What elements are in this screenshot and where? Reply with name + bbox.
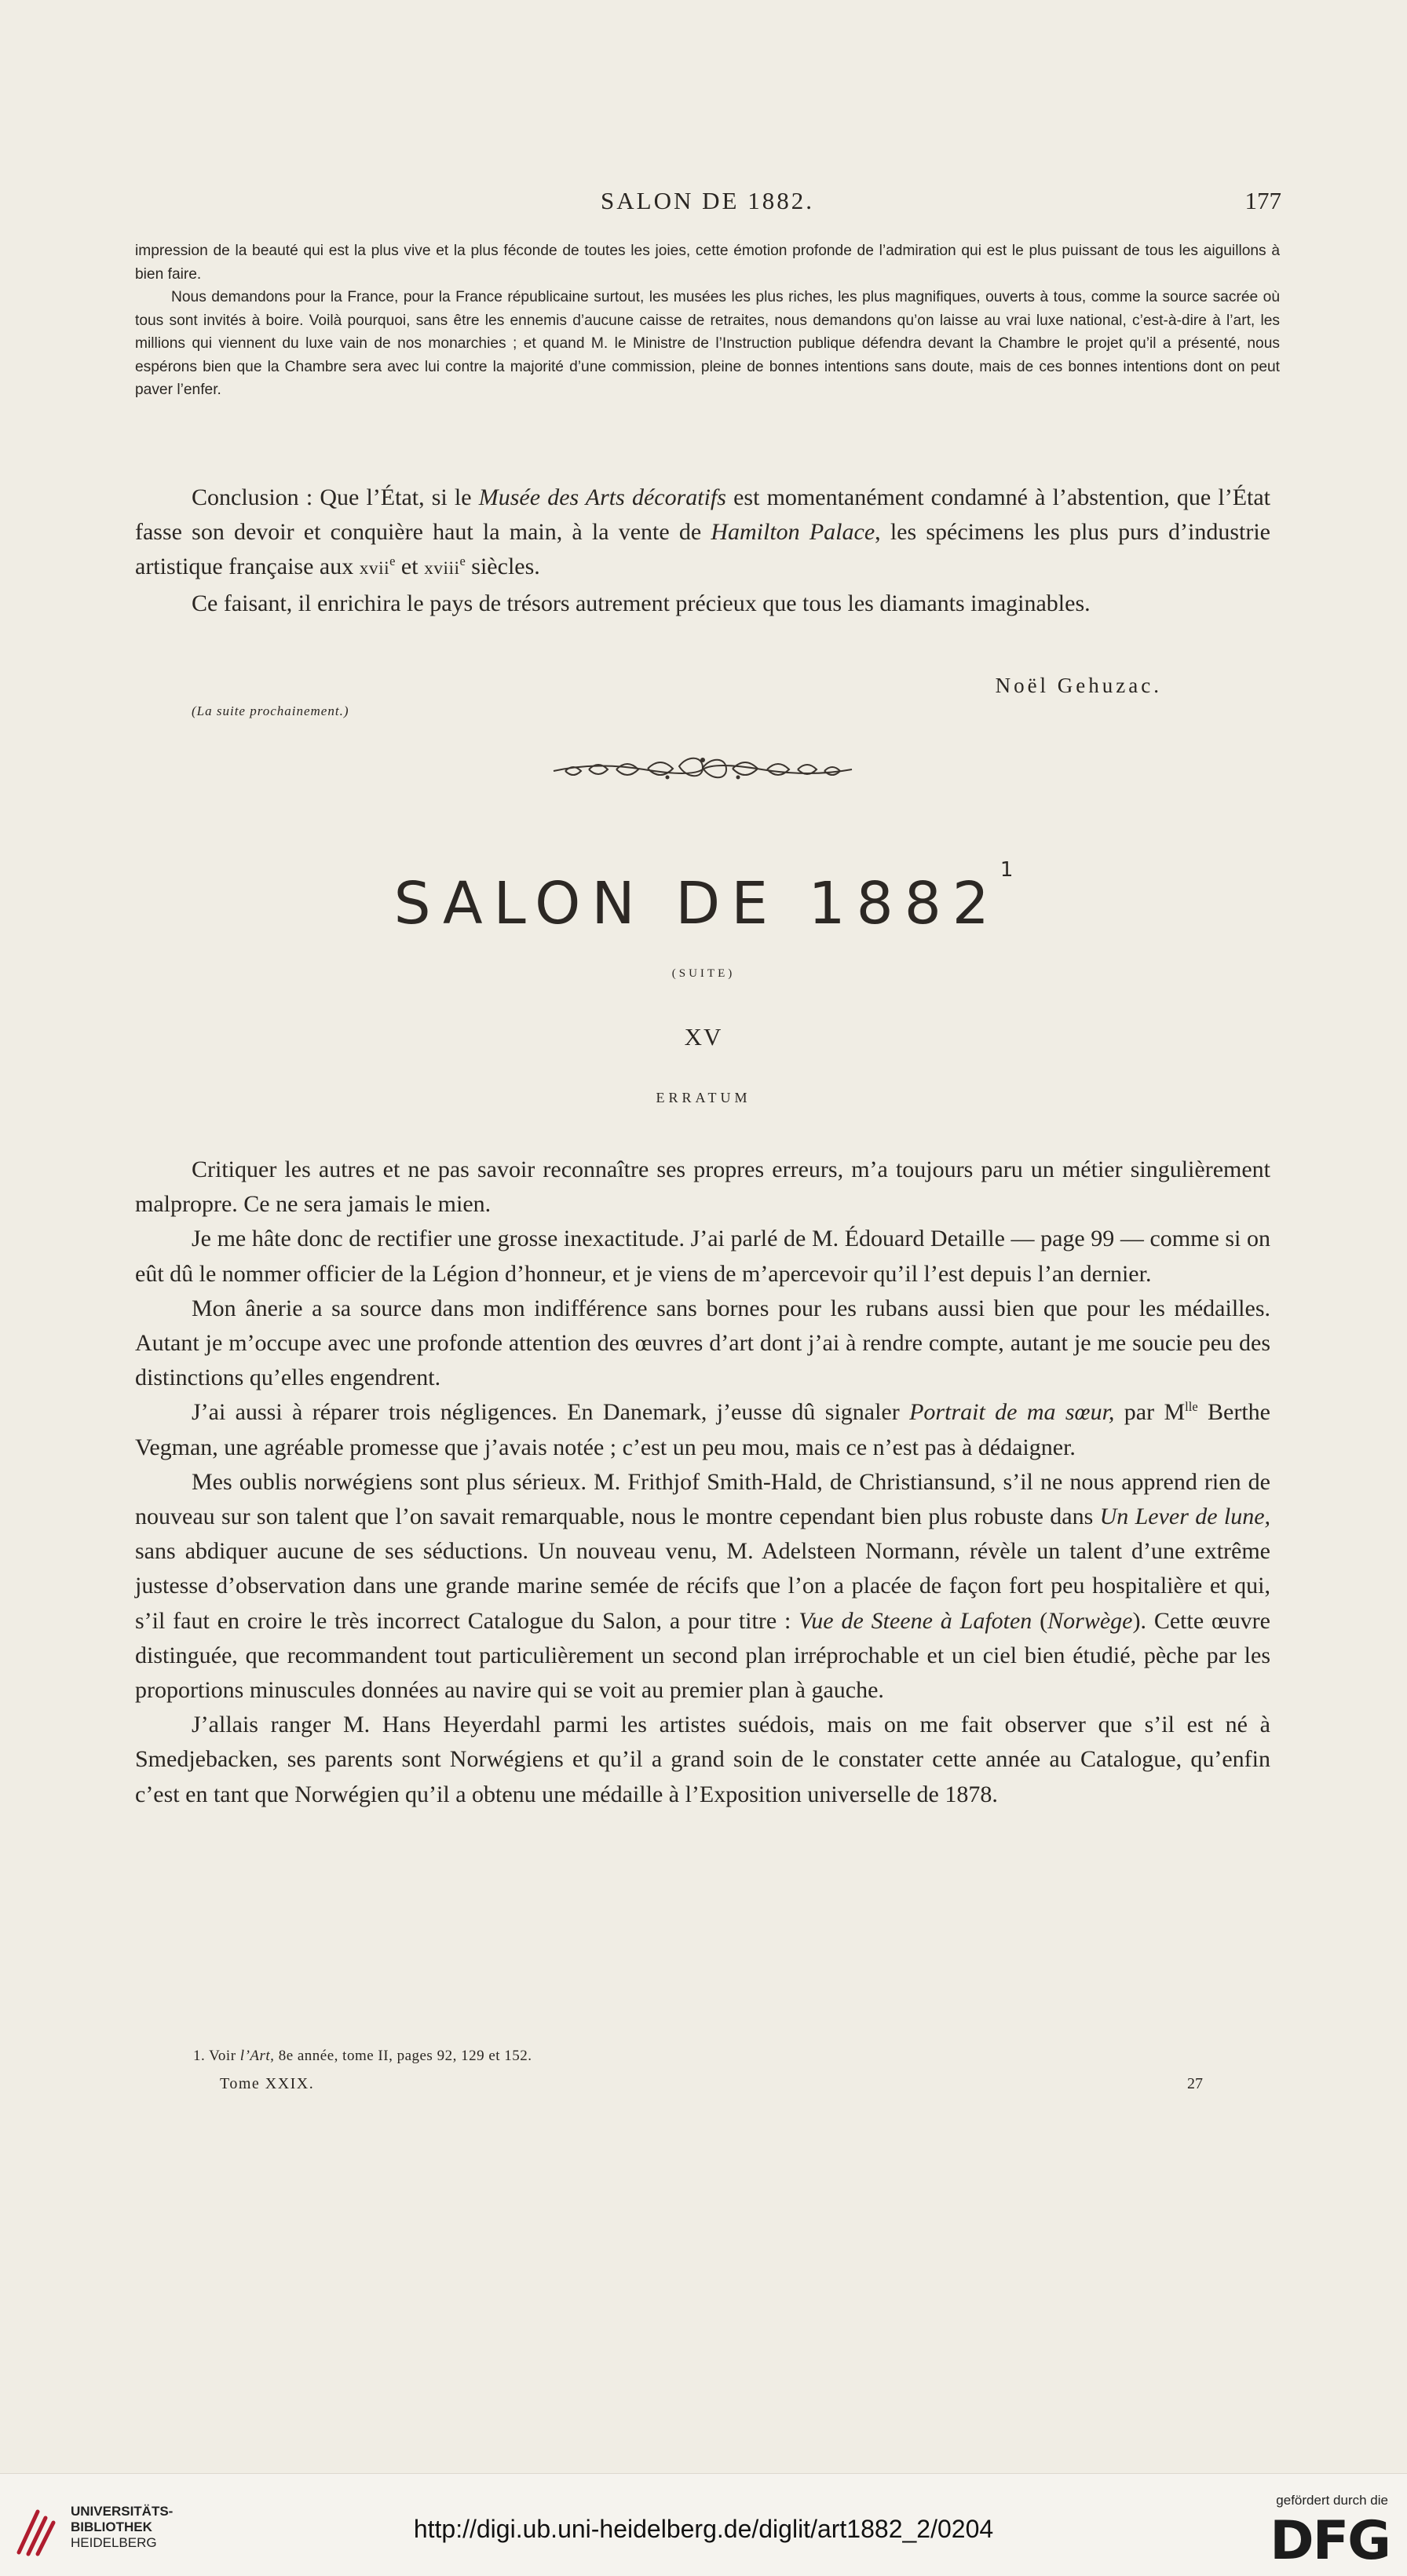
conclusion-paragraph: Conclusion : Que l’État, si le Musée des Arts décoratifs est momentanément condamné à l’abstention, que l’État fasse son devoir et conquière haut la main, à la vente de Hamilton Palace, les spécimens les plus purs d’industrie artistique française aux xvii$^e$ et xviii$^e$ siècles.: [135, 484, 1270, 580]
paragraph: J’allais ranger M. Hans Heyerdahl parmi les artistes suédois, mais on me fait observer que s’il est né à Smedjebacken, ses parents sont Norwégiens et qu’il a grand soin de le constater cette année au Catalogue, qu’enfin c’est en tant que Norwégien qu’il a obtenu une médaille à l’Exposition universelle de 1878.: [135, 1712, 1270, 1807]
dfg-logo[interactable]: DFG: [1270, 2510, 1390, 2572]
section-number: XV: [684, 1023, 723, 1050]
conclusion-block: [135, 480, 1270, 621]
paragraph: Mon ânerie a sa source dans mon indifférence sans bornes pour les rubans aussi bien que pour les médailles. Autant je m’occupe avec une profonde attention des œuvres d’art dont j’ai à rendre compte, autant je me soucie peu des distinctions qu’elles engendrent.: [135, 1295, 1270, 1391]
author-signature: Noël Gehuzac.: [995, 674, 1162, 697]
footnote: 1. Voir l’Art, 8e année, tome II, pages 92, 129 et 152.: [193, 2048, 532, 2064]
funding-caption: gefördert durch die: [1276, 2493, 1388, 2508]
article-subtitle: (SUITE): [671, 967, 736, 980]
paragraph: Critiquer les autres et ne pas savoir reconnaître ses propres erreurs, m’a toujours paru un métier singulièrement malpropre. Ce ne sera jamais le mien.: [135, 1156, 1270, 1218]
permalink-url[interactable]: http://digi.ub.uni-heidelberg.de/diglit/art1882_2/0204: [413, 2515, 994, 2543]
place-name: Norwège: [1047, 1607, 1133, 1634]
digitization-banner: [0, 2473, 1407, 2576]
page-footer: [192, 2075, 1203, 2099]
footnote-marker: 1: [1000, 858, 1014, 882]
floral-ornament-icon: [550, 754, 856, 785]
to-be-continued-note: (La suite prochainement.): [192, 703, 349, 718]
conclusion-paragraph-2: Ce faisant, il enrichira le pays de trésors autrement précieux que tous les diamants imaginables.: [192, 590, 1091, 616]
artwork-title: Un Lever de lune,: [1099, 1504, 1271, 1530]
signature-mark: 27: [1187, 2075, 1203, 2092]
section-heading: ERRATUM: [656, 1090, 751, 1105]
artwork-title: Portrait de ma sœur,: [909, 1399, 1115, 1426]
running-head: [133, 187, 1281, 218]
sale-title: Hamilton Palace: [711, 519, 875, 546]
paragraph: Mes oublis norwégiens sont plus sérieux. M. Frithjof Smith-Hald, de Christiansund, s’il ne nous apprend rien de nouveau sur son talent que l’on savait remarquable, nous le montre cependant bien plus robuste dans Un Lever de lune, sans abdiquer aucune de ses séductions. Un nouveau venu, M. Adelsteen Normann, révèle un talent d’une extrême justesse d’observation dans une grande marine semée de récifs que l’on a placée de façon fort peu hospitalière et qui, s’il faut en croire le très incorrect Catalogue du Salon, a pour titre : Vue de Steene à Lafoten (Norwège). Cette œuvre distinguée, que recommandent tout particulièrement un second plan irréprochable et un ciel bien étudié, pèche par les proportions minuscules données au navire qui se voit au premier plan à gauche.: [135, 1468, 1271, 1704]
paragraph: impression de la beauté qui est la plus vive et la plus féconde de toutes les joies, cette émotion profonde de l’admiration qui est le plus puissant de tous les aiguillons à bien faire.: [135, 243, 1280, 283]
article-title: SALON DE 1882$^1$: [393, 858, 1014, 937]
paragraph: Je me hâte donc de rectifier une grosse inexactitude. J’ai parlé de M. Édouard Detaille — page 99 — comme si on eût dû le nommer officier de la Légion d’honneur, et je viens de m’apercevoir qu’il l’est depuis l’an dernier.: [135, 1226, 1270, 1287]
page-number: 177: [1244, 187, 1281, 214]
library-name[interactable]: UNIVERSITÄTS- BIBLIOTHEK HEIDELBERG: [71, 2504, 174, 2550]
museum-title: Musée des Arts décoratifs: [478, 484, 726, 510]
paragraph: J’ai aussi à réparer trois négligences. En Danemark, j’eusse dû signaler Portrait de ma sœur, par $M^{lle}$ Berthe Vegman, une agréable promesse que j’avais notée ; c’est un peu mou, mais ce n’est pas à dédaigner.: [135, 1399, 1270, 1460]
paragraph: Nous demandons pour la France, pour la France républicaine surtout, les musées les plus riches, les plus magnifiques, ouverts à tous, comme la source sacrée où tous sont invités à boire. Voilà pourquoi, sans être les ennemis d’aucune caisse de retraites, nous demandons qu’on laisse au vrai luxe national, c’est-à-dire à l’art, les millions qui viennent du luxe vain de nos monarchies ; et quand M. le Ministre de l’Instruction publique défendra devant la Chambre le projet qu’il a présenté, nous espérons bien que la Chambre sera avec lui contre la majorité d’une commission, pleine de bonnes intentions sans doute, mais de ces bonnes intentions dont on peut paver l’enfer.: [135, 289, 1280, 398]
article-body: [135, 1153, 1270, 1812]
previous-article-end: [135, 239, 1280, 402]
running-title: SALON DE 1882.: [601, 187, 814, 214]
volume-label: Tome XXIX.: [220, 2075, 315, 2092]
artwork-title: Vue de Steene à Lafoten: [799, 1607, 1032, 1634]
